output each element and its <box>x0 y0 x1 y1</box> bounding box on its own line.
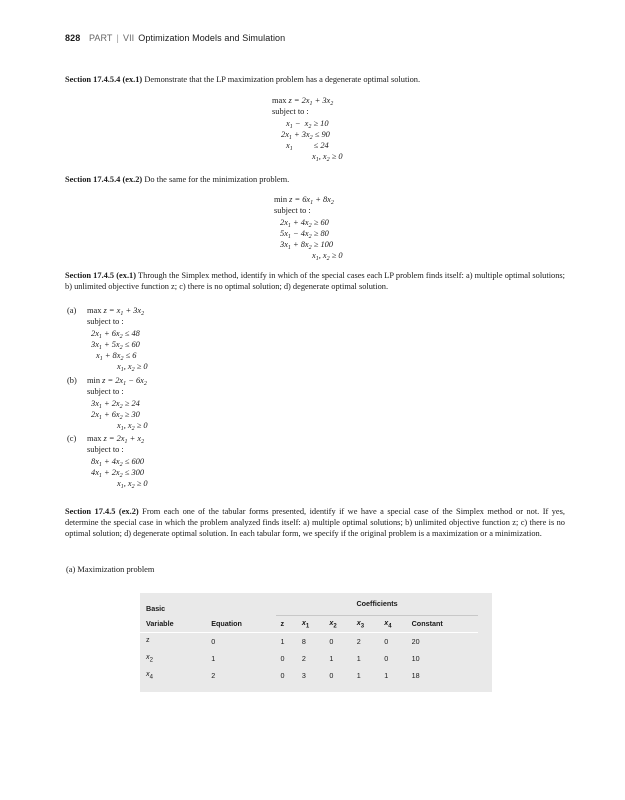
value-cell: 0 <box>280 653 285 663</box>
header-separator: | <box>116 33 119 43</box>
value-cell: 2 <box>356 636 361 646</box>
section-paragraph <box>65 74 565 85</box>
equation-block-b: $\min z = 2x_1 - 6x_2$ subject to : $3x_1 + 2x_2 \ge 24$ $2x_1 + 6x_2 \ge 30$ $x_1$, $x_2 \ge 0$ <box>87 376 148 433</box>
basic-cell: z <box>146 635 150 645</box>
section-text: Through the Simplex method, identify in which of the special cases each LP problem finds itself: a) multiple optimal solutions; b) unlimited objective function z; c) there is no optimal solution; d) degenerate optimal solution. <box>65 271 565 291</box>
part-number: VII <box>122 33 135 43</box>
z-header: z <box>276 615 297 632</box>
constant-header: Constant <box>408 615 478 632</box>
basic-cell: $x_4$ <box>146 669 153 681</box>
x1-header: $x_1$ <box>298 615 325 632</box>
equation-cell: 0 <box>211 636 216 646</box>
value-cell: 8 <box>301 636 306 646</box>
section-paragraph <box>65 506 565 539</box>
equation-block-c: $\max z = 2x_1 + x_2$ subject to : $8x_1 + 4x_2 \le 600$ $4x_1 + 2x_2 \le 300$ $x_1$, $x_2 \ge 0$ <box>87 434 148 491</box>
section-paragraph <box>65 174 565 185</box>
running-header <box>65 33 285 43</box>
constant-cell: 10 <box>411 653 420 663</box>
value-cell: 1 <box>384 670 389 680</box>
equation-header: Equation <box>207 615 276 632</box>
value-cell: 1 <box>329 653 334 663</box>
value-cell: 0 <box>384 636 389 646</box>
equation-block-2: $\min z = 6x_1 + 8x_2$ subject to : $2x_1 + 4x_2 \ge 60$ $5x_1 - 4x_2 \ge 80$ $3x_1 + 8x_2 \ge 100$ $x_1$, $x_2 \ge 0$ <box>274 195 343 263</box>
table-row <box>140 632 492 650</box>
problem-label-b: (b) <box>67 376 77 385</box>
equation-block-a: $\max z = x_1 + 3x_2$ subject to : $2x_1 + 6x_2 \le 48$ $3x_1 + 5x_2 \le 60$ $x_1 + 8x_2 \le 6$ $x_1$, $x_2 \ge 0$ <box>87 306 148 374</box>
basic-cell: $x_2$ <box>146 652 153 664</box>
chapter-title: Optimization Models and Simulation <box>138 33 286 43</box>
value-cell: 1 <box>356 653 361 663</box>
section-paragraph <box>65 270 565 292</box>
section-heading: Section 17.4.5 (ex.2) <box>65 507 139 516</box>
simplex-tableau <box>140 593 492 692</box>
problem-label-c: (c) <box>67 434 77 443</box>
basic-header-line2: Variable <box>140 615 207 632</box>
section-heading: Section 17.4.5 (ex.1) <box>65 271 137 280</box>
constant-cell: 18 <box>411 670 420 680</box>
value-cell: 1 <box>356 670 361 680</box>
x3-header: $x_3$ <box>353 615 380 632</box>
value-cell: 0 <box>329 636 334 646</box>
section-text: Do the same for the minimization problem. <box>144 175 290 184</box>
value-cell: 2 <box>301 653 306 663</box>
table-row <box>140 650 492 667</box>
value-cell: 0 <box>384 653 389 663</box>
value-cell: 3 <box>301 670 306 680</box>
value-cell: 1 <box>280 636 285 646</box>
section-heading: Section 17.4.5.4 (ex.2) <box>65 175 143 184</box>
equation-cell: 1 <box>211 653 216 663</box>
basic-header-line1: Basic <box>146 603 166 613</box>
equation-block-1: $\max z = 2x_1 + 3x_2$ subject to : $x_1 - x_2 \ge 10$ $2x_1 + 3x_2 \le 90$ $x_1$ ≤ 24 $x_1$, $x_2 \ge 0$ <box>272 96 343 164</box>
section-text: From each one of the tabular forms presented, identify if we have a special case of the Simplex method or not. If yes, determine the special case in which the problem analyzed finds itself: a) multiple optimal solutions; b) unlimited objective function z; c) there is no optimal solution; d) degenerate optimal solution. In each tabular form, we specify if the original problem is a maximization or a minimization. <box>65 507 565 538</box>
tabular-form-label: (a) Maximization problem <box>66 565 155 574</box>
constant-cell: 20 <box>411 636 420 646</box>
problem-label-a: (a) <box>67 306 77 315</box>
x2-header: $x_2$ <box>325 615 352 632</box>
table-row <box>140 667 492 692</box>
equation-cell: 2 <box>211 670 216 680</box>
value-cell: 0 <box>280 670 285 680</box>
section-heading: Section 17.4.5.4 (ex.1) <box>65 75 143 84</box>
section-text: Demonstrate that the LP maximization problem has a degenerate optimal solution. <box>144 75 421 84</box>
x4-header: $x_4$ <box>380 615 407 632</box>
coefficients-header: Coefficients <box>276 593 477 615</box>
page-number: 828 <box>65 33 81 43</box>
part-label: PART <box>88 33 113 43</box>
value-cell: 0 <box>329 670 334 680</box>
